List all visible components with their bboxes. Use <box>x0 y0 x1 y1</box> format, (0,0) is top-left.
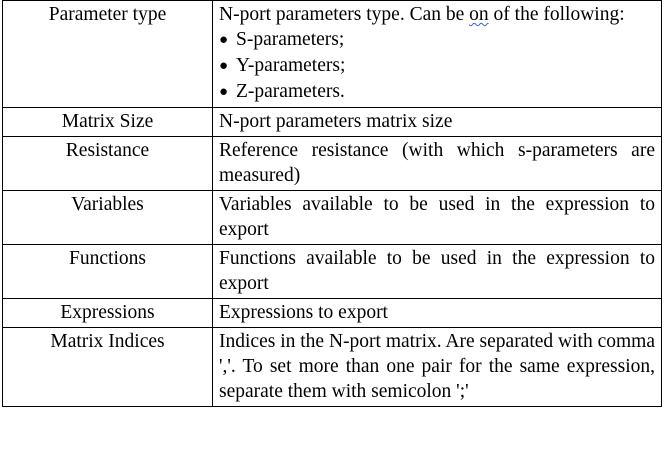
parameter-description-cell: Expressions to export <box>213 299 662 328</box>
parameter-name-cell: Matrix Size <box>3 108 213 137</box>
parameter-description-cell: Reference resistance (with which s-parameters are measured) <box>213 137 662 191</box>
parameter-name-cell: Variables <box>3 191 213 245</box>
parameter-name-cell: Parameter type <box>3 1 213 108</box>
table-row <box>3 108 662 137</box>
parameter-description-cell: Variables available to be used in the expression to export <box>213 191 662 245</box>
parameter-description-cell: Functions available to be used in the expression to export <box>213 245 662 299</box>
table-row <box>3 299 662 328</box>
list-item <box>219 79 655 105</box>
option-label: Y-parameters; <box>236 55 346 76</box>
table-row <box>3 245 662 299</box>
bullet-icon: ● <box>219 84 229 100</box>
parameter-name-cell: Functions <box>3 245 213 299</box>
parameter-description-cell <box>213 1 662 108</box>
parameter-description-cell: Indices in the N-port matrix. Are separated with comma ','. To set more than one pair for the same expression, separate them with semicolon ';' <box>213 328 662 407</box>
list-item <box>219 27 655 53</box>
option-label: S-parameters; <box>236 29 345 50</box>
parameter-type-options <box>219 27 655 105</box>
description-text: of the following: <box>488 4 625 25</box>
table-row <box>3 191 662 245</box>
spellcheck-flagged-word: on <box>469 4 489 25</box>
parameters-table <box>2 0 662 407</box>
parameter-description-cell: N-port parameters matrix size <box>213 108 662 137</box>
table-row <box>3 1 662 108</box>
bullet-icon: ● <box>219 32 229 48</box>
parameter-name-cell: Resistance <box>3 137 213 191</box>
table-row <box>3 328 662 407</box>
parameter-name-cell: Expressions <box>3 299 213 328</box>
list-item <box>219 53 655 79</box>
bullet-icon: ● <box>219 58 229 74</box>
option-label: Z-parameters. <box>236 81 345 102</box>
table-row <box>3 137 662 191</box>
description-text: N-port parameters type. Can be <box>219 4 470 25</box>
parameter-name-cell: Matrix Indices <box>3 328 213 407</box>
